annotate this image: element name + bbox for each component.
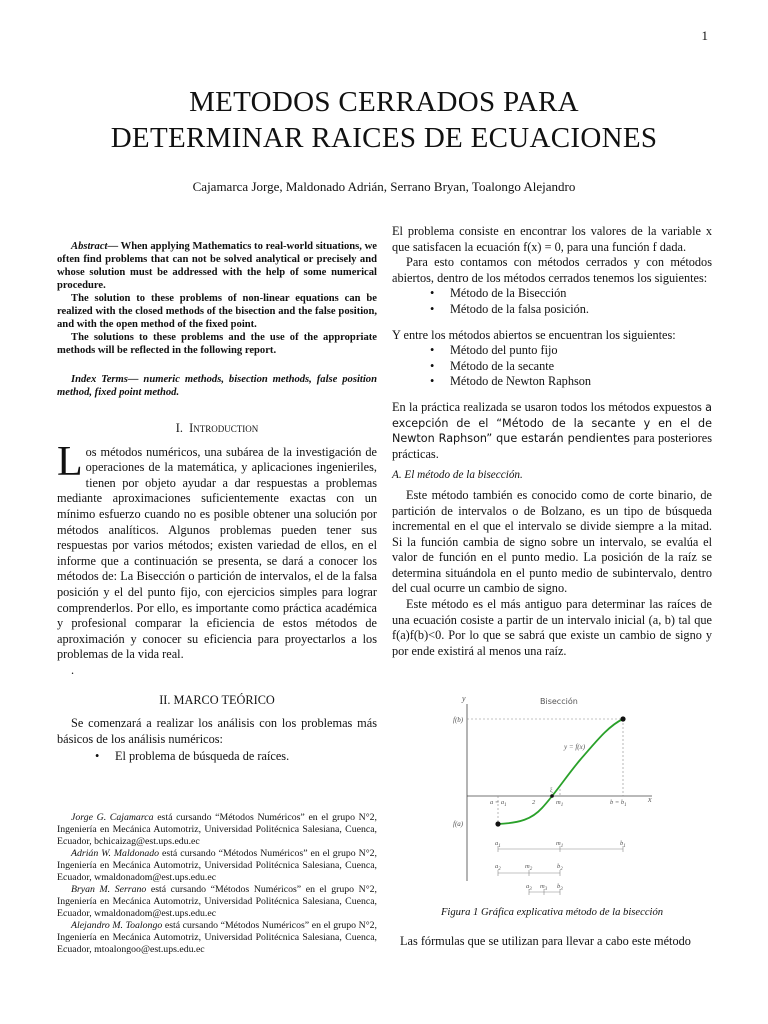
abstract-p2: The solution to these problems of non-linear equations can be realized with the closed methods of the bisection and the false position, and with the open method of the fixed point. [57,293,377,330]
a1-label: $a_1$ [495,840,501,849]
y-axis-label: y [462,694,466,703]
x-axis-label: x [648,795,652,804]
marco-bullet: • El problema de búsqueda de raíces. [95,749,377,765]
b1-label: $b_1$ [620,840,626,849]
abstract-label: Abstract [71,241,108,252]
right-p4: En la práctica realizada se usaron todos los métodos expuestos a excepción de el “Método de la secante y en el de Newton Raphson” que estarán pendientes para posteriores prácticas. [392,399,713,461]
open-method-2: • Método de la secante [430,359,712,375]
marco-paragraph: Se comenzará a realizar los análisis con los problemas más básicos de los análisis numéricos: [57,716,377,746]
open-method-3: • Método de Newton Raphson [430,374,712,390]
left-column [57,240,377,765]
right-p6: Este método es el más antiguo para determinar las raíces de una ecuación cosiste a partir de un intervalo inicial (a, b) tal que f(a)f(b)<0. Por lo que se sabrá que existe un cambio de signo y por ende existirá al menos una raíz. [392,597,712,658]
abstract: Abstract— When applying Mathematics to real-world situations, we often find problems that can not be solved analytical or precisely and whose solution must be addressed with the help of some numerical procedure. The solution to these problems of non-linear equations can be realized with the closed methods of the bisection and the false position, and with the open method of the fixed point. The solutions to these problems and the use of the appropriate methods will be reflected in the following report. [57,241,377,356]
point-fb [620,716,625,721]
subsection-a: A. El método de la bisección. [392,469,523,482]
curve-label: y = f(x) [564,743,586,751]
abstract-p3: The solutions to these problems and the use of the appropriate methods will be reflected in the following report. [57,332,377,356]
right-p5: Este método también es conocido como de corte binario, de partición de intervalos o de Bolzano, es un tipo de búsqueda incremental en el que el intervalo se divide siempre a la mitad. Si la función cambia de signo sobre un intervalo, se evalúa el valor de función en el punto medio. La posición de la raíz se determina situándola en el punto medio de subintervalo, dentro del cual ocurre un cambio de signo. [392,487,712,596]
m3-label: $m_3$ [540,883,548,892]
b-eq-label: $b = b_1$ [610,799,627,808]
point-fa [495,821,500,826]
right-p1: El problema consiste en encontrar los valores de la variable x que satisfacen la ecuación f(x) = 0, para una función f dada. [392,224,712,254]
right-column [392,224,712,659]
paper-title [60,84,708,156]
figure-title: Bisección [540,697,578,706]
two-label: 2 [532,799,536,806]
fa-label: f(a) [453,820,464,828]
right-p3: Y entre los métodos abiertos se encuentran los siguientes: [392,327,676,342]
right-p2: Para esto contamos con métodos cerrados y con métodos abiertos, dentro de los métodos cerrados tenemos los siguientes: [392,255,712,285]
page-number: 1 [701,28,708,43]
m1-axis-label: $m_1$ [556,799,564,808]
a3-label: $a_3$ [526,883,532,892]
closed-method-2: • Método de la falsa posición. [430,302,712,318]
author-footnotes: Jorge G. Cajamarca está cursando “Métodos Numéricos” en el grupo N°2, Ingeniería en Mecánica Automotriz, Universidad Politécnica Salesiana, Cuenca, Ecuador, bchicaizag@est.ups.edu.ec Adrián W. Maldonado está cursando “Métodos Numéricos” en el grupo N°2, Ingeniería en Mecánica Automotriz, Universidad Politécnica Salesiana, Cuenca, Ecuador, wmaldonadom@est.ups.edu.ec Bryan M. Serrano está cursando “Métodos Numéricos” en el grupo N°2, Ingeniería en Mecánica Automotriz, Universidad Politécnica Salesiana, Cuenca, Ecuador, wmaldonadom@est.ups.edu.ec Alejandro M. Toalongo está cursando “Métodos Numéricos” en el grupo N°2, Ingeniería en Mecánica Automotriz, Universidad Politécnica Salesiana, Cuenca, Ecuador, mtoalongoo@est.ups.edu.ec [57,812,377,955]
figure-caption: Figura 1 Gráfica explicativa método de la bisección [440,907,664,918]
b2-label: $b_2$ [557,863,563,872]
marco-heading: II. MARCO TEÓRICO [159,692,275,707]
stray-dot: . [71,662,75,677]
title-line-2: DETERMINAR RAICES DE ECUACIONES [110,122,658,154]
intro-paragraph: Los métodos numéricos, una subárea de la investigación de operaciones de la matemática, y aplicaciones ingenieriles, tienen por objeto ayudar a dar respuestas a problemas mediante aproximaciones suficientemente exactas con un mínimo esfuerzo cuando no es posible obtener una solución por métodos analíticos. Algunos problemas pueden tener sus respuestas por varios métodos; existen variedad de ellos, en el informe que a continuación se presenta, se dará a conocer los métodos de: La Bisección o partición de intervalos, el de la falsa posición y el del punto fijo, con ejercicios simples para lograr comprenderlos. Por ello, es importante como práctica académica y profesional comparar la eficiencia de estos métodos de aproximación y conocer su eficiencia para proyectarlos a los problemas de la vida real. [57,438,377,662]
b3-label: $b_3$ [557,883,563,892]
right-p7: Las fórmulas que se utilizan para llevar a cabo este método [400,934,691,948]
a-eq-label: $a = a_1$ [490,799,507,808]
fb-label: f(b) [453,716,464,724]
bisection-figure [440,686,680,896]
authors: Cajamarca Jorge, Maldonado Adrián, Serrano Bryan, Toalongo Alejandro [192,179,576,194]
intro-dropcap: L [57,438,83,485]
function-curve [498,719,623,824]
root-point [550,794,554,798]
open-method-1: • Método del punto fijo [430,343,712,359]
m2-label: $m_2$ [525,863,533,872]
m1-label: $m_1$ [556,840,564,849]
intro-heading: I. Introduction [175,421,259,435]
root-label: ξ [550,788,553,794]
abstract-p1: When applying Mathematics to real-world situations, we often find problems that can not be solved analytical or precisely and whose solution must be addressed with the help of some numerical procedure. [57,241,377,291]
a2-label: $a_2$ [495,863,501,872]
closed-method-1: • Método de la Bisección [430,286,712,302]
index-terms: Index Terms— numeric methods, bisection methods, false position method, fixed point method. [57,374,377,398]
title-line-1: METODOS CERRADOS PARA [189,86,579,118]
